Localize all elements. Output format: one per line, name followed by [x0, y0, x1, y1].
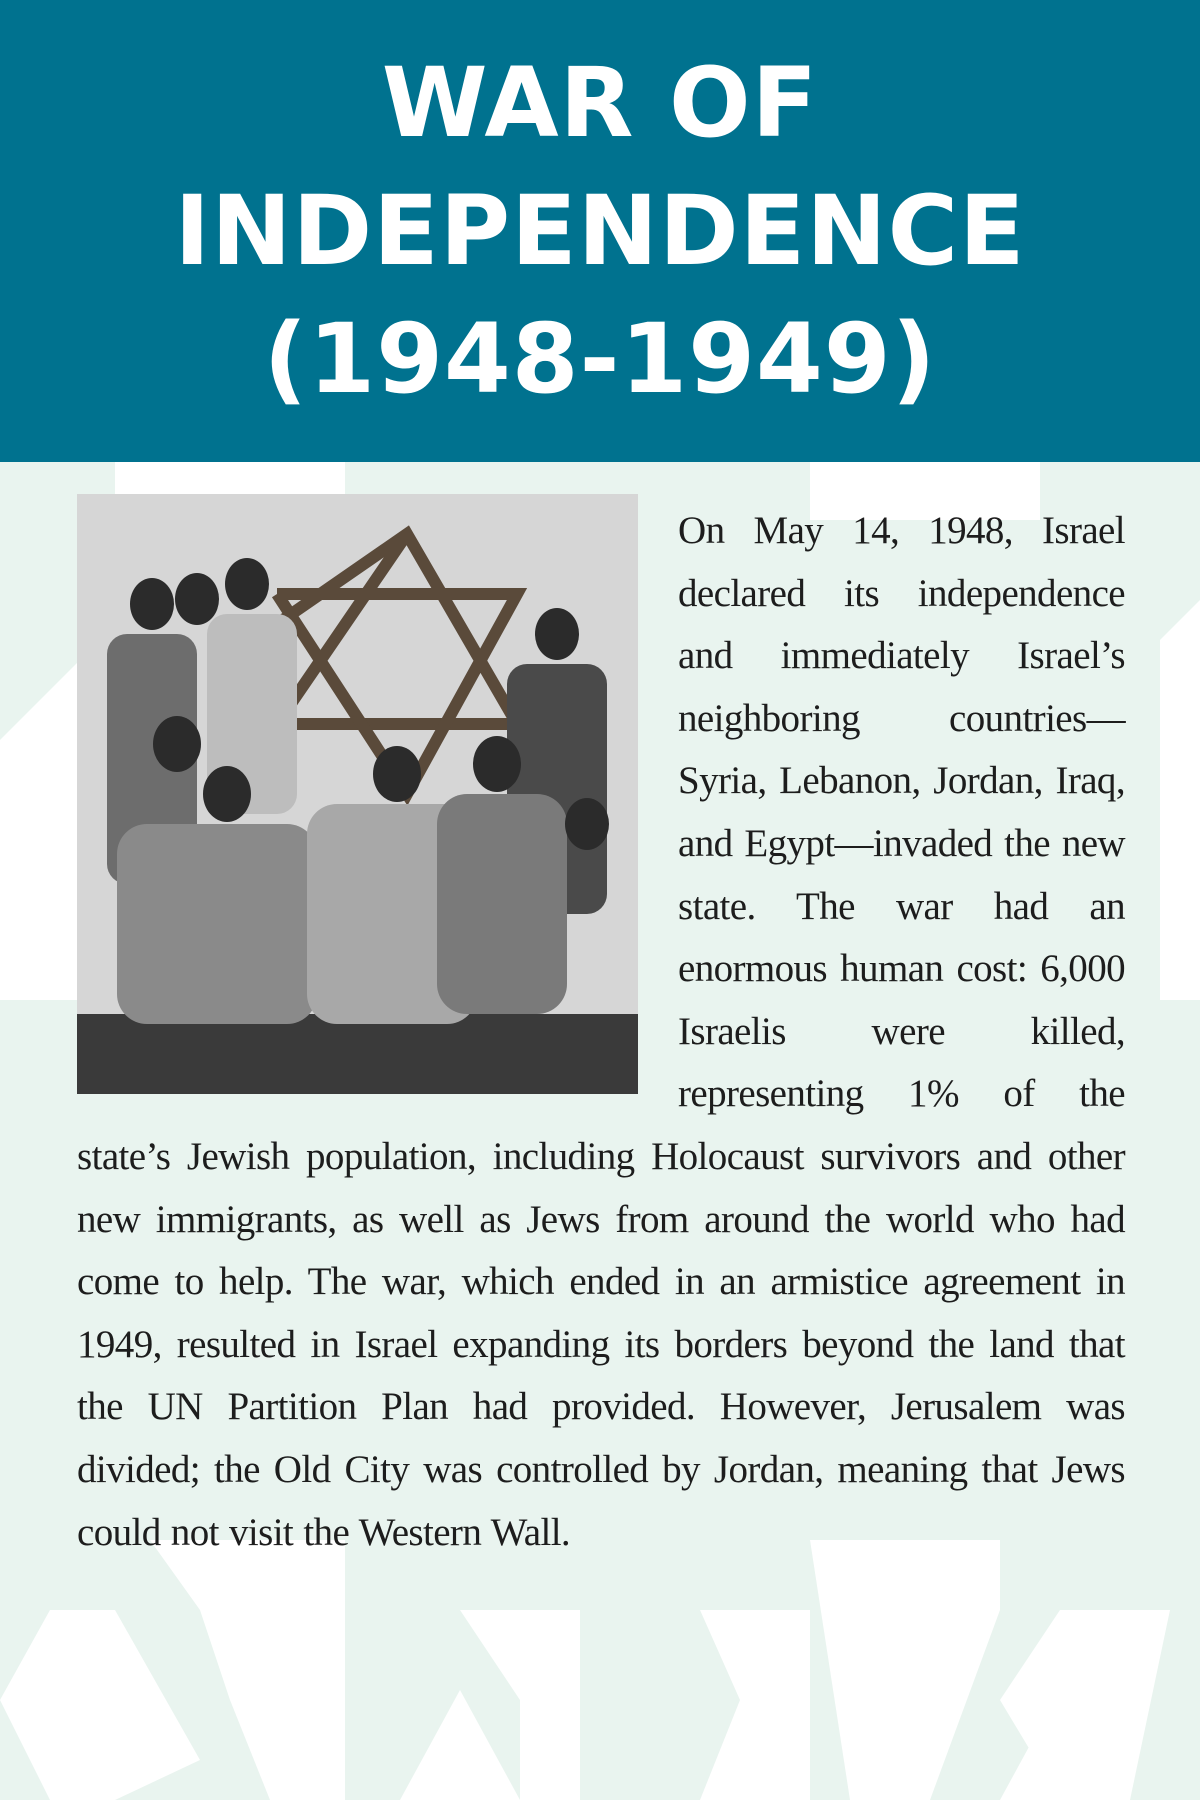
article: [77, 500, 1125, 1564]
page-title-line-1: WAR OF: [381, 47, 819, 159]
title-banner: [0, 0, 1200, 462]
page-title-line-2: INDEPENDENCE: [174, 175, 1026, 287]
group-of-soldiers-photo: [77, 494, 638, 1094]
page-title-line-3: (1948-1949): [263, 303, 937, 415]
article-body: On May 14, 1948, Israel declared its independence and immediately Israel’s neighboring countries—Syria, Lebanon, Jordan, Iraq, and Egypt—invaded the new state. The war had an enormous human cost: 6,000 Israelis were killed, representing 1% of the state’s Jewish population, including Holocaust survivors and other new immigrants, as well as Jews from around the world who had come to help. The war, which ended in an armistice agreement in 1949, resulted in Israel expanding its borders beyond the land that the UN Partition Plan had provided. However, Jerusalem was divided; the Old City was controlled by Jordan, meaning that Jews could not visit the Western Wall.: [77, 509, 1125, 1554]
